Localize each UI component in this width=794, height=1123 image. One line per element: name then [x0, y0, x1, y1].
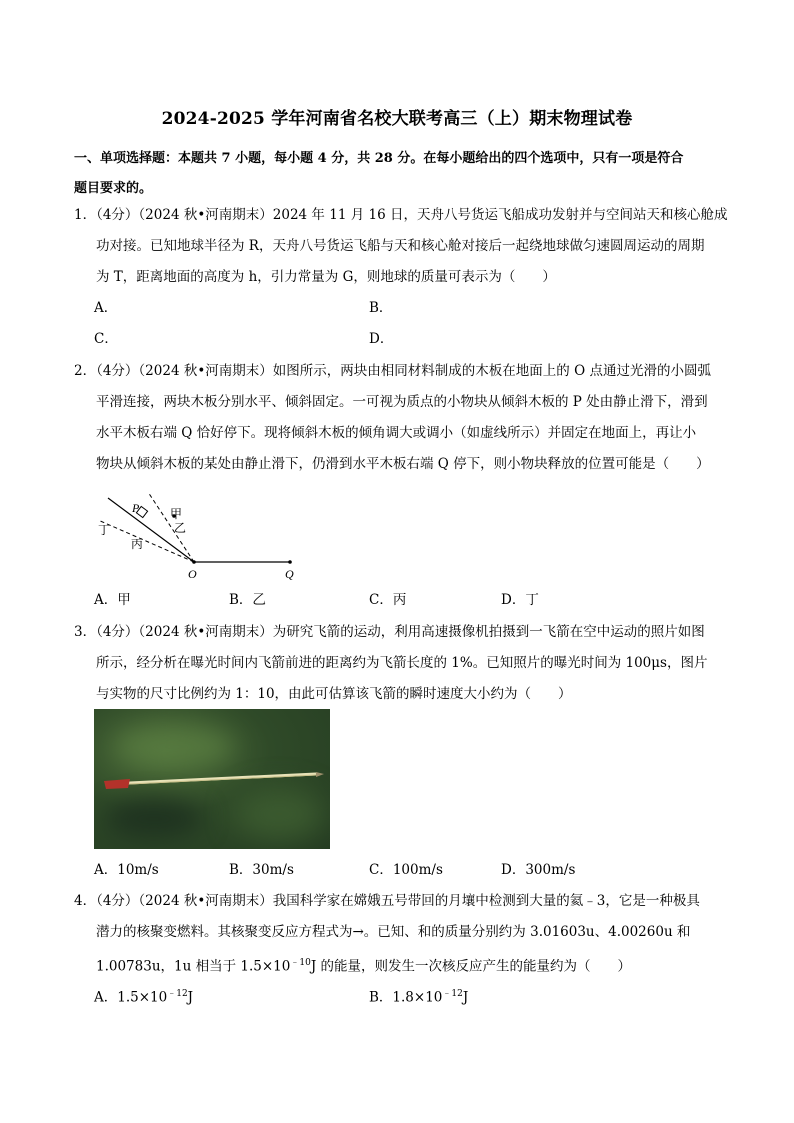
label-p: P	[132, 501, 140, 515]
q4-line-1: 4．（4分）（2024 秋•河南期末）我国科学家在嫦娥五号带回的月壤中检测到大量的氦﹣3，它是一种极具	[74, 893, 700, 909]
q4-option-b: B．$1.8\times 10^{﹣12}J$	[369, 989, 469, 1006]
point-o	[192, 560, 196, 564]
section-header	[74, 144, 734, 204]
q1-line-2: 功对接。已知地球半径为 R，天舟八号货运飞船与天和核心舱对接后一起绕地球做匀速圆周运动的周期	[96, 238, 705, 254]
label-q: Q	[285, 567, 294, 581]
q1-line-1: 1．（4分）（2024 秋•河南期末）2024 年 11 月 16 日，天舟八号货运飞船成功发射并与空间站天和核心舱成	[74, 207, 728, 223]
q2-option-c: C．丙	[369, 592, 407, 608]
exam-title: 2024-2025 学年河南省名校大联考高三（上）期末物理试卷	[161, 109, 633, 129]
label-bing: 丙	[131, 537, 144, 551]
label-o: O	[188, 567, 197, 581]
section-line-1: 一、单项选择题：本题共 7 小题，每小题 4 分，共 28 分。在每小题给出的四个选项中，只有一项是符合	[74, 151, 684, 166]
label-yi: 乙	[174, 521, 187, 535]
q1-option-d: D．	[369, 331, 394, 347]
q1-line-3: 为 T，距离地面的高度为 h，引力常量为 G，则地球的质量可表示为（ ）	[96, 269, 556, 285]
label-ding: 丁	[98, 523, 111, 537]
q2-line-2: 平滑连接，两块木板分别水平、倾斜固定。一可视为质点的小物块从倾斜木板的 P 处由静止滑下，滑到	[96, 394, 708, 410]
q2-option-d: D．丁	[501, 592, 539, 608]
section-line-2: 题目要求的。	[74, 181, 153, 196]
q3-line-2: 所示，经分析在曝光时间内飞箭前进的距离约为飞箭长度的 1%。已知照片的曝光时间为 100μs，图片	[96, 655, 708, 671]
q3-line-3: 与实物的尺寸比例约为 1：10，由此可估算该飞箭的瞬时速度大小约为（ ）	[96, 686, 572, 702]
q3-option-a: A．10m/s	[94, 862, 159, 878]
q4-line-2: 潜力的核聚变燃料。其核聚变反应方程式为→。已知、和的质量分别约为 3.01603u、4.00260u 和	[96, 924, 691, 940]
q3-option-b: B．30m/s	[229, 862, 294, 878]
arrow-icon	[94, 709, 330, 849]
q3-option-c: C．100m/s	[369, 862, 443, 878]
q1-option-a: A．	[94, 300, 118, 316]
q2-line-3: 水平木板右端 Q 恰好停下。现将倾斜木板的倾角调大或调小（如虚线所示）并固定在地面上，再让小	[96, 425, 697, 441]
arrow-photo	[94, 709, 330, 849]
steeper-dashed-line	[148, 492, 194, 562]
q1-option-b: B．	[369, 300, 393, 316]
q2-line-4: 物块从倾斜木板的某处由静止滑下，仍滑到水平木板右端 Q 停下，则小物块释放的位置可能是（ ）	[96, 456, 710, 472]
incline-diagram	[94, 490, 314, 582]
q2-option-a: A．甲	[94, 592, 131, 608]
q2-option-b: B．乙	[229, 592, 266, 608]
q4-line-3: 1.00783u，1u 相当于 $1.5\times 10^{﹣10}J$ 的能量，则发生一次核反应产生的能量约为（ ）	[96, 958, 632, 975]
q3-option-d: D．300m/s	[501, 862, 576, 878]
q4-option-a: A．$1.5\times 10^{﹣12}J$	[94, 989, 194, 1006]
q2-line-1: 2．（4分）（2024 秋•河南期末）如图所示，两块由相同材料制成的木板在地面上的 O 点通过光滑的小圆弧	[74, 363, 711, 379]
q3-line-1: 3．（4分）（2024 秋•河南期末）为研究飞箭的运动，利用高速摄像机拍摄到一飞箭在空中运动的照片如图	[74, 624, 705, 640]
point-q	[288, 560, 292, 564]
q1-option-c: C．	[94, 331, 118, 347]
label-jia: 甲	[170, 507, 183, 521]
